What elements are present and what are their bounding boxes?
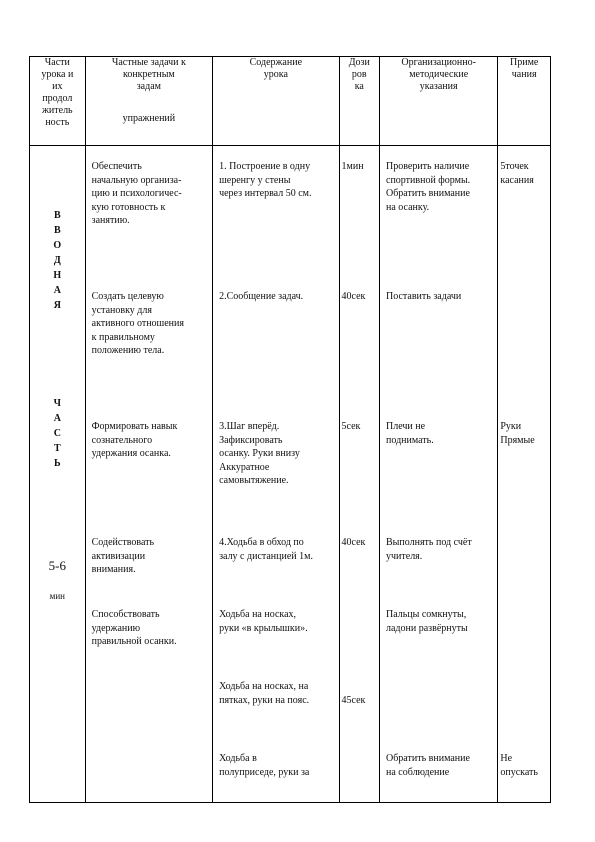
header-notes (498, 57, 551, 146)
header-text: урока (263, 69, 288, 80)
letter: Ь (54, 458, 61, 469)
letter: С (53, 428, 61, 439)
guidance-item: Проверить наличие спортивной формы. Обратить внимание на осанку. (386, 161, 471, 213)
header-text: продол (42, 93, 73, 104)
header-text: Дози (348, 57, 370, 68)
header-text: ка (354, 81, 364, 92)
part-duration: 5-6 (48, 558, 66, 573)
body-row (30, 146, 551, 803)
dosage-item: 45сек (341, 695, 366, 706)
header-text: указания (419, 81, 458, 92)
letter: Д (53, 255, 61, 266)
content-cell (213, 146, 339, 803)
dosage-item: 40сек (341, 291, 366, 302)
dosage-item: 40сек (341, 537, 366, 548)
part-cell (30, 146, 86, 803)
header-tasks (85, 57, 212, 146)
header-text: Содержание (249, 57, 303, 68)
header-text: житель (42, 105, 73, 116)
content-item: 3.Шаг вперёд. Зафиксировать осанку. Руки внизу Аккуратное самовытяжение. (219, 421, 300, 486)
header-guidance (380, 57, 498, 146)
part-duration-unit: мин (49, 591, 65, 601)
header-text: урока и (41, 69, 74, 80)
letter: О (53, 240, 62, 251)
content-item: Ходьба в полуприседе, руки за (219, 753, 310, 778)
header-text: Частные задачи к (111, 57, 186, 68)
content-item: 2.Сообщение задач. (219, 291, 304, 302)
dosage-item: 5сек (341, 421, 361, 432)
header-text: задам (136, 81, 161, 92)
header-text: упражнений (122, 113, 176, 124)
part-label-bottom (30, 396, 85, 471)
letter: Ч (53, 398, 61, 409)
notes-cell (498, 146, 551, 803)
lesson-plan-table (29, 56, 551, 803)
header-text: методические (409, 69, 469, 80)
letter: Т (53, 443, 61, 454)
task-item: Формировать навык сознательного удержания осанка. (91, 421, 178, 459)
guidance-item: Выполнять под счёт учителя. (386, 537, 472, 562)
part-label-top (30, 208, 85, 313)
content-item: 4.Ходьба в обход по залу с дистанцией 1м. (219, 537, 313, 562)
letter: А (53, 285, 61, 296)
letter: А (53, 413, 61, 424)
task-item: Создать целевую установку для активного отношения к правильному положению тела. (91, 291, 184, 356)
guidance-item: Поставить задачи (386, 291, 462, 302)
header-text: Организационно- (401, 57, 476, 68)
guidance-item: Обратить внимание на соблюдение (386, 753, 470, 778)
guidance-item: Пальцы сомкнуты, ладони развёрнуты (386, 609, 468, 634)
letter: В (53, 225, 61, 236)
header-dosage (339, 57, 379, 146)
header-text: Приме (510, 57, 539, 68)
guidance-item: Плечи не поднимать. (386, 421, 434, 446)
guidance-cell (380, 146, 498, 803)
task-item: Обеспечить начальную организа- цию и психологичес- кую готовность к занятию. (91, 161, 182, 226)
header-text: ность (45, 117, 70, 128)
dosage-item: 1мин (341, 161, 364, 172)
letter: Н (53, 270, 62, 281)
note-item: 5точек касания (500, 161, 534, 186)
task-item: Содействовать активизации внимания. (91, 537, 155, 575)
dosage-cell (339, 146, 379, 803)
header-part (30, 57, 86, 146)
header-row (30, 57, 551, 146)
letter: В (53, 210, 61, 221)
note-item: Руки Прямые (500, 421, 535, 446)
note-item: Не опускать (500, 753, 538, 778)
task-item: Способствовать удержанию правильной осанки. (91, 609, 177, 647)
tasks-cell (85, 146, 212, 803)
header-text: чания (511, 69, 537, 80)
content-item: Ходьба на носках, на пятках, руки на пояс. (219, 681, 310, 706)
header-text: конкретным (122, 69, 175, 80)
header-text: их (52, 81, 63, 92)
content-item: Ходьба на носках, руки «в крылышки». (219, 609, 308, 634)
header-text: Части (44, 57, 70, 68)
letter: Я (53, 300, 61, 311)
header-content (213, 57, 339, 146)
header-text: ров (351, 69, 367, 80)
content-item: 1. Построение в одну шеренгу у стены через интервал 50 см. (219, 161, 312, 199)
